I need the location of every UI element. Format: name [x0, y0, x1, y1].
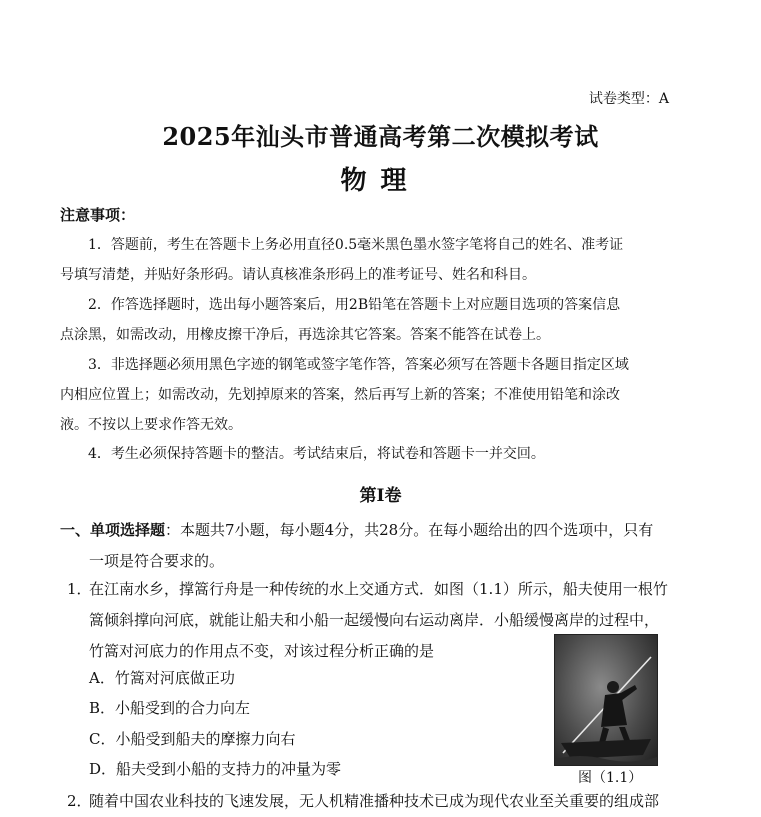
question-1-stem-line-1: 在江南水乡，撑篙行舟是一种传统的水上交通方式．如图（1.1）所示，船夫使用一根竹 — [89, 580, 668, 598]
notice-item-4-line-1: 4．考生必须保持答题卡的整洁。考试结束后，将试卷和答题卡一并交回。 — [88, 446, 545, 462]
section-desc-line-2: 一项是符合要求的。 — [89, 552, 225, 570]
notice-item-2-line-2: 点涂黑，如需改动，用橡皮擦干净后，再选涂其它答案。答案不能答在试卷上。 — [60, 327, 550, 343]
notice-item-2-line-1: 2．作答选择题时，选出每小题答案后，用2B铅笔在答题卡上对应题目选项的答案信息 — [88, 297, 621, 313]
notice-item-1-line-2: 号填写清楚，并贴好条形码。请认真核准条形码上的准考证号、姓名和科目。 — [60, 267, 536, 283]
boatman-figure — [554, 634, 658, 766]
boatman-arm — [617, 685, 637, 701]
section-prefix: 一、 — [60, 521, 91, 539]
notice-item-1-line-1: 1．答题前，考生在答题卡上务必用直径0.5毫米黑色墨水签字笔将自己的姓名、准考证 — [88, 237, 624, 253]
question-1-number: 1． — [67, 580, 92, 598]
subject-title: 物理 — [340, 166, 421, 196]
water — [555, 756, 657, 765]
question-1-stem-line-3: 竹篙对河底力的作用点不变，对该过程分析正确的是 — [89, 642, 435, 660]
question-1-option-b: B．小船受到的合力向左 — [89, 699, 251, 717]
question-2-number: 2． — [67, 792, 92, 810]
notice-item-2 — [60, 290, 700, 350]
boatman-illustration — [555, 635, 657, 765]
paper-type-label: 试卷类型：A — [588, 91, 669, 107]
volume-heading: 第Ⅰ卷 — [359, 486, 402, 506]
question-1-option-a: A．竹篙对河底做正功 — [89, 669, 235, 687]
notice-item-3 — [60, 350, 700, 440]
question-1-option-c: C．小船受到船夫的摩擦力向右 — [89, 730, 296, 748]
notice-item-3-line-1: 3．非选择题必须用黑色字迹的钢笔或签字笔作答，答案必须写在答题卡各题目指定区域 — [88, 357, 629, 373]
section-desc-line-1: ：本题共7小题，每小题4分，共28分。在每小题给出的四个选项中，只有 — [165, 521, 654, 539]
figure-caption: 图（1.1） — [578, 770, 643, 786]
section-heading — [60, 515, 690, 577]
question-2-stem-line-1: 随着中国农业科技的飞速发展，无人机精准播种技术已成为现代农业至关重要的组成部 — [89, 792, 660, 810]
notice-heading: 注意事项： — [60, 206, 136, 224]
notice-item-3-line-3: 液。不按以上要求作答无效。 — [60, 417, 242, 433]
notice-item-4 — [60, 439, 700, 469]
notice-item-1 — [60, 230, 700, 290]
exam-title: 2025年汕头市普通高考第二次模拟考试 — [162, 122, 599, 151]
boat-hull — [561, 739, 651, 759]
section-name: 单项选择题 — [90, 521, 166, 539]
notice-item-3-line-2: 内相应位置上；如需改动，先划掉原来的答案，然后再写上新的答案；不准使用铅笔和涂改 — [60, 387, 620, 403]
question-1-option-d: D．船夫受到小船的支持力的冲量为零 — [89, 760, 342, 778]
question-1-stem-line-2: 篙倾斜撑向河底，就能让船夫和小船一起缓慢向右运动离岸．小船缓慢离岸的过程中， — [89, 611, 660, 629]
boatman-head — [607, 681, 619, 693]
